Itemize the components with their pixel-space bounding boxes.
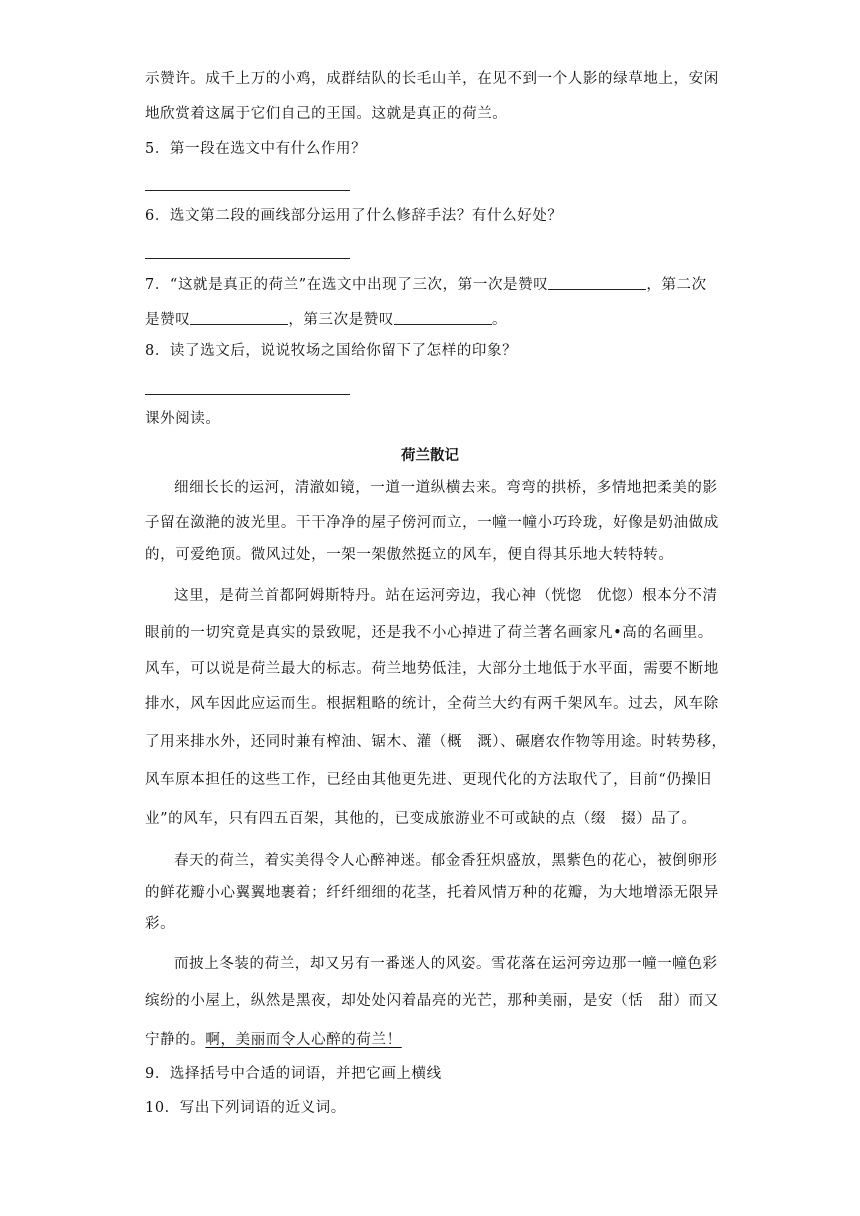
underlined-sentence: 啊，美丽而令人心醉的荷兰！ xyxy=(205,1032,402,1048)
answer-line-8[interactable] xyxy=(145,394,350,395)
blank-3[interactable] xyxy=(394,309,492,325)
answer-line-6[interactable] xyxy=(145,258,350,259)
question-6: 6．选文第二段的画线部分运用了什么修辞手法？有什么好处？ xyxy=(145,208,563,224)
q7-text: ，第二次 xyxy=(646,277,707,293)
question-7-cont xyxy=(145,309,507,330)
article-title: 荷兰散记 xyxy=(401,447,459,464)
article-line: 眼前的一切究竟是真实的景致呢，还是我不小心掉进了荷兰著名画家凡•高的名画里。 xyxy=(145,625,713,641)
article-line: 子留在潋滟的波光里。干干净净的屋子傍河而立，一幢一幢小巧玲珑，好像是奶油做成 xyxy=(145,515,719,531)
q7-text: 7．“这就是真正的荷兰”在选文中出现了三次，第一次是赞叹 xyxy=(145,277,549,293)
article-line: 缤纷的小屋上，纵然是黑夜，却处处闪着晶亮的光芒，那种美丽，是安（恬 甜）而又 xyxy=(145,993,719,1009)
answer-line-5[interactable] xyxy=(145,190,350,191)
question-5: 5．第一段在选文中有什么作用？ xyxy=(145,141,367,157)
article-line: 业”的风车，只有四五百架，其他的，已变成旅游业不可或缺的点（缀 掇）品了。 xyxy=(145,811,697,827)
article-line xyxy=(145,1030,402,1050)
article-line: 风车原本担任的这些工作，已经由其他更先进、更现代化的方法取代了，目前“仍操旧 xyxy=(145,772,712,788)
question-9: 9．选择括号中合适的词语，并把它画上横线 xyxy=(145,1066,442,1082)
question-8: 8．读了选文后，说说牧场之国给你留下了怎样的印象？ xyxy=(145,343,518,359)
question-10: 10．写出下列词语的近义词。 xyxy=(145,1100,346,1116)
q7-text: ，第三次是赞叹 xyxy=(288,312,395,328)
article-line: 的，可爱绝顶。微风过处，一架一架傲然挺立的风车，便自得其乐地大转特转。 xyxy=(145,547,674,563)
article-line: 细细长长的运河，清澈如镜，一道一道纵横去来。弯弯的拱桥，多情地把柔美的影 xyxy=(174,480,718,496)
q7-text: 是赞叹 xyxy=(145,312,191,328)
article-line: 春天的荷兰，着实美得令人心醉神迷。郁金香狂炽盛放，黑紫色的花心，被倒卵形 xyxy=(174,853,718,869)
blank-1[interactable] xyxy=(548,274,646,290)
q7-text: 。 xyxy=(492,312,508,328)
article-line: 排水，风车因此应运而生。根据粗略的统计，全荷兰大约有两千架风车。过去，风车除 xyxy=(145,696,719,712)
passage-line: 地欣赏着这属于它们自己的王国。这就是真正的荷兰。 xyxy=(145,106,508,122)
article-line: 彩。 xyxy=(145,916,176,932)
article-line: 了用来排水外，还同时兼有榨油、锯木、灌（概 溉）、碾磨农作物等用途。时转势移， xyxy=(145,734,727,750)
article-line: 而披上冬装的荷兰，却又另有一番迷人的风姿。雪花落在运河旁边那一幢一幢色彩 xyxy=(174,956,718,972)
article-line: 这里，是荷兰首都阿姆斯特丹。站在运河旁边，我心神（恍惚 优惚）根本分不清 xyxy=(174,588,718,604)
article-line: 风车，可以说是荷兰最大的标志。荷兰地势低洼，大部分土地低于水平面，需要不断地 xyxy=(145,661,719,677)
blank-2[interactable] xyxy=(190,309,288,325)
article-text: 宁静的。 xyxy=(145,1032,206,1048)
section-label: 课外阅读。 xyxy=(145,411,221,427)
article-line: 的鲜花瓣小心翼翼地裹着；纤纤细细的花茎，托着风情万种的花瓣，为大地增添无限异 xyxy=(145,885,719,901)
question-7 xyxy=(145,274,707,295)
passage-line: 示赞许。成千上万的小鸡，成群结队的长毛山羊，在见不到一个人影的绿草地上，安闲 xyxy=(145,71,719,87)
